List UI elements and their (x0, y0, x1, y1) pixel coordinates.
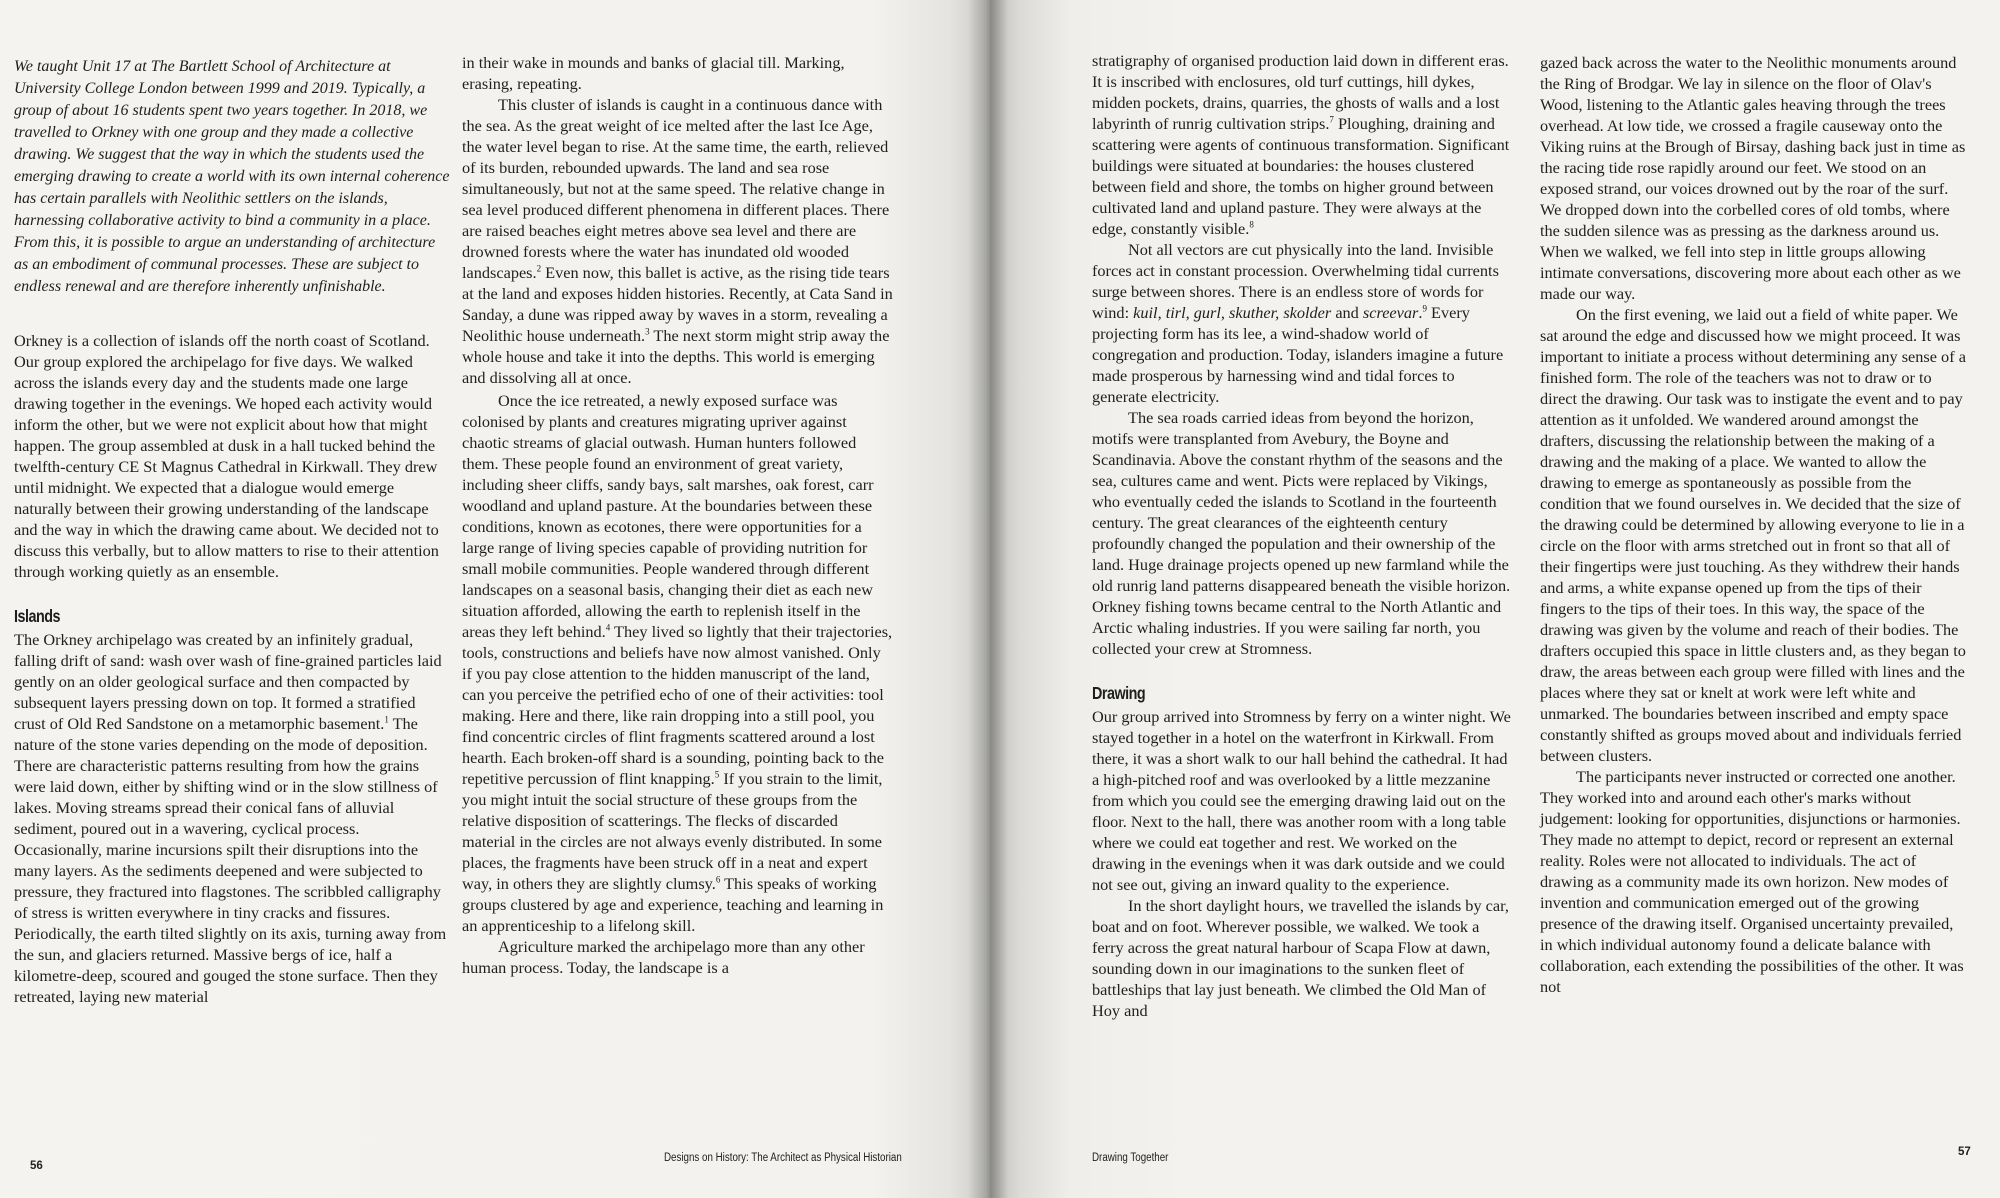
left-column-2 (462, 52, 894, 978)
footnote-ref: 3 (645, 326, 650, 337)
body-paragraph: stratigraphy of organised production laid down in different eras. It is inscribed with enclosures, old turf cuttings, hill dykes, midden pockets, drains, quarries, the ghosts of walls and a lost labyrinth of runrig cultivation strips.$^7$ Ploughing, draining and scattering were agents of continuous transformation. Significant buildings were situated at boundaries: the houses clustered between field and shore, the tombs on higher ground between cultivated land and upland pasture. They were always at the edge, constantly visible.$^8$ (1092, 51, 1510, 238)
body-paragraph: On the first evening, we laid out a field of white paper. We sat around the edge and discussed how we might proceed. It was important to initiate a process without determining any sense of a finished form. The role of the teachers was not to draw or to direct the drawing. Our task was to instigate the event and to pay attention as it unfolded. We wandered around amongst the drafters, discussing the relationship between the making of a drawing and the making of a place. We wanted to allow the drawing to emerge as spontaneously as possible from the condition that we found ourselves in. We decided that the size of the drawing could be determined by allowing everyone to lie in a circle on the floor with arms stretched out in front so that all of their fingertips were just touching. As they withdrew their hands and arms, a white expanse opened up from the tips of their fingers to the tips of their toes. In this way, the space of the drawing was given by the volume and reach of their bodies. The drafters occupied this space in little clusters and, as they began to draw, the areas between each group were filled with lines and the places where they sat or knelt at work were left white and unmarked. The boundaries between inscribed and empty space constantly shifted as groups moved about and individuals ferried between clusters. (1540, 305, 1966, 765)
right-column-1 (1092, 50, 1512, 1021)
body-paragraph: gazed back across the water to the Neolithic monuments around the Ring of Brodgar. We lay in silence on the floor of Olav's Wood, listening to the Atlantic gales heaving through the trees overhead. At low tide, we crossed a fragile causeway onto the Viking ruins at the Brough of Birsay, dashing back just in time as the racing tide rose rapidly around our feet. We stood on an exposed strand, our voices drowned out by the roar of the surf. We dropped down into the corbelled cores of old tombs, where the sudden silence was as pressing as the darkness around us. When we walked, we fell into step in little groups allowing intimate conversations, discovering more about each other as we made our way. (1540, 53, 1966, 303)
section-heading-drawing: Drawing (1092, 683, 1146, 703)
footnote-ref: 9 (1422, 303, 1427, 314)
body-paragraph: Our group arrived into Stromness by ferry on a winter night. We stayed together in a hotel on the waterfront in Kirkwall. From there, it was a short walk to our hall behind the cathedral. It had a high-pitched roof and was overlooked by a little mezzanine from which you could see the emerging drawing laid out on the floor. Next to the hall, there was another room with a long table where we could eat together and rest. We worked on the drawing in the evenings when it was dark outside and we could not see out, giving an inward quality to the experience. (1092, 707, 1511, 894)
page-number-right: 57 (1958, 1146, 1971, 1158)
right-column-2 (1540, 52, 1968, 997)
body-paragraph: Once the ice retreated, a newly exposed surface was colonised by plants and creatures migrating upriver against chaotic streams of glacial outwash. Human hunters followed them. These people found an environment of great variety, including sheer cliffs, sandy bays, salt marshes, oak forest, carr woodland and upland pasture. At the boundaries between these conditions, known as ecotones, there were opportunities for a large range of living species capable of providing nutrition for small mobile communities. People wandered through different landscapes on a seasonal basis, changing their diet as each new situation afforded, allowing the earth to replenish itself in the areas they left behind.$^4$ They lived so lightly that their trajectories, tools, constructions and beliefs have now almost vanished. Only if you pay close attention to the hidden manuscript of the land, can you perceive the petrified echo of one of their activities: tool making. Here and there, like rain dropping into a still pool, you find concentric circles of flint fragments scattered around a lost hearth. Each broken-off shard is a sounding, pointing back to the repetitive percussion of flint knapping.$^5$ If you strain to the limit, you might intuit the social structure of these groups from the relative disposition of scatterings. The flecks of discarded material in the circles are not always evenly distributed. In some places, the fragments have been struck off in a neat and expert way, in others they are slightly clumsy.$^6$ This speaks of working groups clustered by age and experience, teaching and learning in an apprenticeship to a lifelong skill. (462, 391, 893, 935)
body-paragraph: The Orkney archipelago was created by an infinitely gradual, falling drift of sand: wash over wash of fine-grained particles laid gently on an older geological surface and then compacted by subsequent layers pressing down on top. It formed a stratified crust of Old Red Sandstone on a metamorphic basement.$^1$ The nature of the stone varies depending on the mode of deposition. There are characteristic patterns resulting from how the grains were laid down, either by shifting wind or in the slow stillness of lakes. Moving streams spread their conical fans of alluvial sediment, poured out in a wavering, cyclical process. Occasionally, marine incursions spilt their disruptions into the many layers. As the sediments deepened and were subjected to pressure, they fractured into flagstones. The scribbled calligraphy of stress is written everywhere in tiny cracks and fissures. Periodically, the earth tilted slightly on its axis, turning away from the sun, and glaciers returned. Massive bergs of ice, half a kilometre-deep, scoured and gouged the stone surface. Then they retreated, laying new material (14, 630, 447, 1006)
running-head-right: Drawing Together (1092, 1152, 1169, 1164)
footnote-ref: 8 (1249, 219, 1254, 230)
left-page (0, 0, 990, 1198)
footnote-ref: 7 (1329, 114, 1334, 125)
body-paragraph: The sea roads carried ideas from beyond the horizon, motifs were transplanted from Avebury, the Boyne and Scandinavia. Above the constant rhythm of the seasons and the sea, cultures came and went. Picts were replaced by Vikings, who eventually ceded the islands to Scotland in the fourteenth century. The great clearances of the eighteenth century profoundly changed the population and their ownership of the land. Huge drainage projects opened up new farmland while the old runrig land patterns disappeared beneath the visible horizon. Orkney fishing towns became central to the North Atlantic and Arctic whaling industries. If you were sailing far north, you collected your crew at Stromness. (1092, 408, 1511, 658)
body-paragraph: in their wake in mounds and banks of glacial till. Marking, erasing, repeating. (462, 53, 845, 93)
running-head-left: Designs on History: The Architect as Physical Historian (664, 1152, 902, 1164)
right-page (990, 0, 2000, 1198)
footnote-ref: 1 (384, 714, 389, 725)
footnote-ref: 5 (714, 769, 720, 780)
footnote-ref: 4 (605, 622, 611, 633)
book-gutter (968, 0, 1008, 1198)
footnote-ref: 6 (715, 874, 721, 885)
body-paragraph: Orkney is a collection of islands off the north coast of Scotland. Our group explored the archipelago for five days. We walked across the islands every day and the students made one large drawing together in the evenings. We hoped each activity would inform the other, but we were not explicit about how that might happen. The group assembled at dusk in a hall tucked behind the twelfth-century CE St Magnus Cathedral in Kirkwall. They drew until midnight. We expected that a dialogue would emerge naturally between their growing understanding of the landscape and the way in which the drawing came about. We decided not to discuss this verbally, but to allow matters to rise to their attention through working quietly as an ensemble. (14, 331, 439, 581)
body-paragraph: Agriculture marked the archipelago more than any other human process. Today, the landscape is a (462, 937, 865, 977)
body-paragraph: In the short daylight hours, we travelled the islands by car, boat and on foot. Wherever possible, we walked. We took a ferry across the great natural harbour of Scapa Flow at dawn, sounding down in our imaginations to the sunken fleet of battleships that lay just beneath. We climbed the Old Man of Hoy and (1092, 896, 1509, 1020)
left-column-1 (14, 56, 450, 1007)
footnote-ref: 2 (536, 263, 542, 274)
page-number-left: 56 (30, 1160, 43, 1172)
section-heading-islands: Islands (14, 606, 61, 626)
body-paragraph: The participants never instructed or corrected one another. They worked into and around each other's marks without judgement: looking for opportunities, disjunctions or harmonies. They made no attempt to depict, record or represent an external reality. Roles were not allocated to individuals. The act of drawing as a community made its own horizon. New modes of invention and communication emerged out of the growing presence of the drawing itself. Organised uncertainty prevailed, in which individual autonomy found a delicate balance with collaboration, each extending the possibilities of the other. It was not (1540, 767, 1964, 996)
intro-paragraph: We taught Unit 17 at The Bartlett School of Architecture at University College London between 1999 and 2019. Typically, a group of about 16 students spent two years together. In 2018, we travelled to Orkney with one group and they made a collective drawing. We suggest that the way in which the students used the emerging drawing to create a world with its own internal coherence has certain parallels with Neolithic settlers on the islands, harnessing collaborative activity to bind a community in a place. From this, it is possible to argue an understanding of architecture as an embodiment of communal processes. These are subject to endless renewal and are therefore inherently unfinishable. (14, 58, 450, 295)
body-paragraph: This cluster of islands is caught in a continuous dance with the sea. As the great weight of ice melted after the last Ice Age, the water level began to rise. At the same time, the earth, relieved of its burden, rebounded upwards. The land and sea rose simultaneously, but not at the same speed. The relative change in sea level produced different phenomena in different places. There are raised beaches eight metres above sea level and there are drowned forests where the water has inundated old wooded landscapes.$^2$ Even now, this ballet is active, as the rising tide tears at the land and exposes hidden histories. Recently, at Cata Sand in Sanday, a dune was ripped away by waves in a storm, revealing a Neolithic house underneath.$^3$ The next storm might strip away the whole house and take it into the depths. This world is emerging and dissolving all at once. (462, 95, 893, 387)
body-paragraph: Not all vectors are cut physically into the land. Invisible forces act in constant procession. Overwhelming tidal currents surge between shores. There is an endless store of words for wind: kuil, tirl, gurl, skuther, skolder and screevar.$^9$ Every projecting form has its lee, a wind-shadow world of congregation and production. Today, islanders imagine a future made prosperous by harnessing wind and tidal forces to generate electricity. (1092, 240, 1504, 406)
